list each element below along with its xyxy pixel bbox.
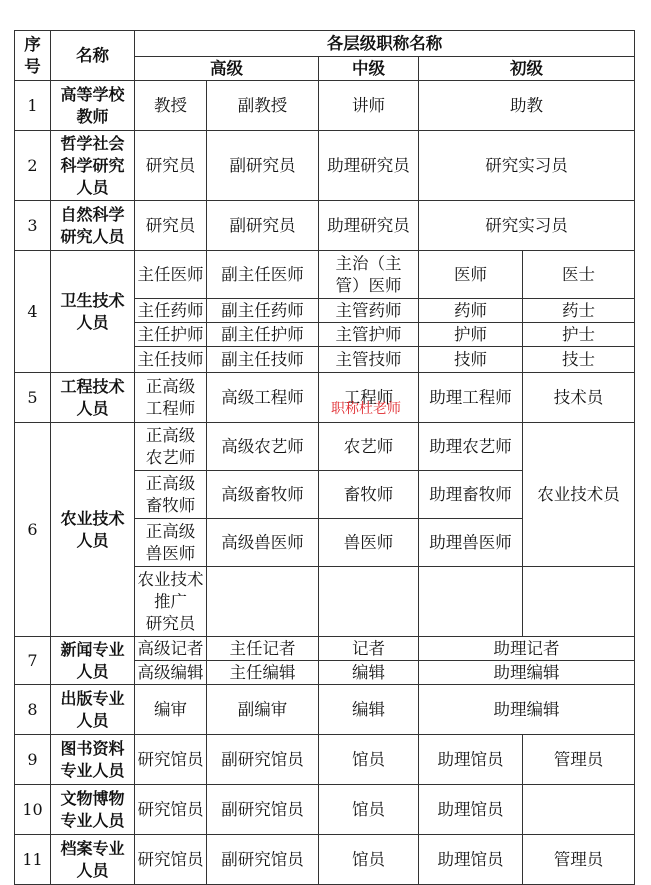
cell: 技师 <box>419 347 523 373</box>
cell: 主任技师 <box>135 347 207 373</box>
watermark-text: 职称杜老师 <box>331 401 401 417</box>
row-number: 1 <box>15 81 51 131</box>
cell: 技术员 <box>523 373 635 423</box>
cell: 研究实习员 <box>419 201 635 251</box>
row-number: 4 <box>15 251 51 373</box>
row-number: 3 <box>15 201 51 251</box>
row-number: 9 <box>15 735 51 785</box>
table-row <box>15 637 635 661</box>
cell: 助理兽医师 <box>419 519 523 567</box>
table-row <box>15 835 635 885</box>
cell: 农艺师 <box>319 423 419 471</box>
cell: 主任药师 <box>135 299 207 323</box>
row-category: 自然科学 研究人员 <box>51 201 135 251</box>
cell: 管理员 <box>523 735 635 785</box>
cell: 研究实习员 <box>419 131 635 201</box>
cell: 副研究馆员 <box>207 785 319 835</box>
cell: 馆员 <box>319 835 419 885</box>
cell: 副主任医师 <box>207 251 319 299</box>
table-row <box>15 423 635 471</box>
cell: 工程师 <box>319 373 419 423</box>
cell: 副主任护师 <box>207 323 319 347</box>
empty-cell <box>419 567 523 637</box>
cell: 护士 <box>523 323 635 347</box>
title-table <box>14 30 635 885</box>
cell: 高级工程师 <box>207 373 319 423</box>
cell: 副研究馆员 <box>207 735 319 785</box>
row-category: 农业技术 人员 <box>51 423 135 637</box>
cell: 正高级 农艺师 <box>135 423 207 471</box>
cell: 研究馆员 <box>135 835 207 885</box>
cell: 高级记者 <box>135 637 207 661</box>
row-number: 7 <box>15 637 51 685</box>
cell: 副主任药师 <box>207 299 319 323</box>
table-row <box>15 685 635 735</box>
header-group: 各层级职称名称 <box>135 31 635 57</box>
header-name: 名称 <box>51 31 135 81</box>
cell: 副研究馆员 <box>207 835 319 885</box>
table-row <box>15 201 635 251</box>
cell: 主任护师 <box>135 323 207 347</box>
cell: 编辑 <box>319 685 419 735</box>
header-mid: 中级 <box>319 57 419 81</box>
row-category: 出版专业 人员 <box>51 685 135 735</box>
cell: 研究馆员 <box>135 735 207 785</box>
row-category: 卫生技术 人员 <box>51 251 135 373</box>
cell: 正高级 工程师 <box>135 373 207 423</box>
cell: 农业技术员 <box>523 423 635 567</box>
cell: 药师 <box>419 299 523 323</box>
cell: 兽医师 <box>319 519 419 567</box>
cell: 助理记者 <box>419 637 635 661</box>
header-senior: 高级 <box>135 57 319 81</box>
cell: 高级农艺师 <box>207 423 319 471</box>
row-category: 工程技术 人员 <box>51 373 135 423</box>
row-category: 哲学社会 科学研究 人员 <box>51 131 135 201</box>
cell: 高级兽医师 <box>207 519 319 567</box>
cell: 护师 <box>419 323 523 347</box>
cell: 助理编辑 <box>419 661 635 685</box>
table-row <box>15 81 635 131</box>
cell: 主治（主 管）医师 <box>319 251 419 299</box>
cell: 研究员 <box>135 131 207 201</box>
cell: 助理研究员 <box>319 201 419 251</box>
cell: 助理编辑 <box>419 685 635 735</box>
cell: 研究馆员 <box>135 785 207 835</box>
cell: 助理馆员 <box>419 785 523 835</box>
header-junior: 初级 <box>419 57 635 81</box>
cell: 副研究员 <box>207 131 319 201</box>
cell: 畜牧师 <box>319 471 419 519</box>
cell: 助理工程师 <box>419 373 523 423</box>
row-category: 新闻专业 人员 <box>51 637 135 685</box>
table-row <box>15 735 635 785</box>
cell: 管理员 <box>523 835 635 885</box>
empty-cell <box>207 567 319 637</box>
cell: 主任编辑 <box>207 661 319 685</box>
row-category: 文物博物 专业人员 <box>51 785 135 835</box>
cell: 农业技术 推广 研究员 <box>135 567 207 637</box>
cell: 医士 <box>523 251 635 299</box>
cell: 主管药师 <box>319 299 419 323</box>
cell: 主管护师 <box>319 323 419 347</box>
cell: 高级编辑 <box>135 661 207 685</box>
table-row <box>15 251 635 299</box>
header-row <box>15 31 635 57</box>
row-number: 11 <box>15 835 51 885</box>
cell: 助理畜牧师 <box>419 471 523 519</box>
row-number: 8 <box>15 685 51 735</box>
cell: 主管技师 <box>319 347 419 373</box>
cell: 记者 <box>319 637 419 661</box>
cell: 主任医师 <box>135 251 207 299</box>
cell: 技士 <box>523 347 635 373</box>
row-number: 5 <box>15 373 51 423</box>
cell: 副编审 <box>207 685 319 735</box>
cell: 副研究员 <box>207 201 319 251</box>
header-seq: 序号 <box>15 31 51 81</box>
cell: 编辑 <box>319 661 419 685</box>
cell: 药士 <box>523 299 635 323</box>
cell: 正高级 畜牧师 <box>135 471 207 519</box>
cell: 医师 <box>419 251 523 299</box>
row-number: 2 <box>15 131 51 201</box>
cell: 馆员 <box>319 735 419 785</box>
cell: 副主任技师 <box>207 347 319 373</box>
row-number: 10 <box>15 785 51 835</box>
cell: 副教授 <box>207 81 319 131</box>
cell: 正高级 兽医师 <box>135 519 207 567</box>
row-category: 图书资料 专业人员 <box>51 735 135 785</box>
cell: 助理研究员 <box>319 131 419 201</box>
row-number: 6 <box>15 423 51 637</box>
table-row <box>15 131 635 201</box>
cell: 主任记者 <box>207 637 319 661</box>
empty-cell <box>523 785 635 835</box>
cell: 高级畜牧师 <box>207 471 319 519</box>
cell: 助理馆员 <box>419 835 523 885</box>
cell: 编审 <box>135 685 207 735</box>
cell: 研究员 <box>135 201 207 251</box>
table-row <box>15 785 635 835</box>
row-category: 高等学校 教师 <box>51 81 135 131</box>
cell: 助理馆员 <box>419 735 523 785</box>
cell: 助理农艺师 <box>419 423 523 471</box>
table-row <box>15 373 635 423</box>
cell: 讲师 <box>319 81 419 131</box>
cell: 教授 <box>135 81 207 131</box>
empty-cell <box>319 567 419 637</box>
cell: 馆员 <box>319 785 419 835</box>
empty-cell <box>523 567 635 637</box>
cell: 助教 <box>419 81 635 131</box>
row-category: 档案专业 人员 <box>51 835 135 885</box>
